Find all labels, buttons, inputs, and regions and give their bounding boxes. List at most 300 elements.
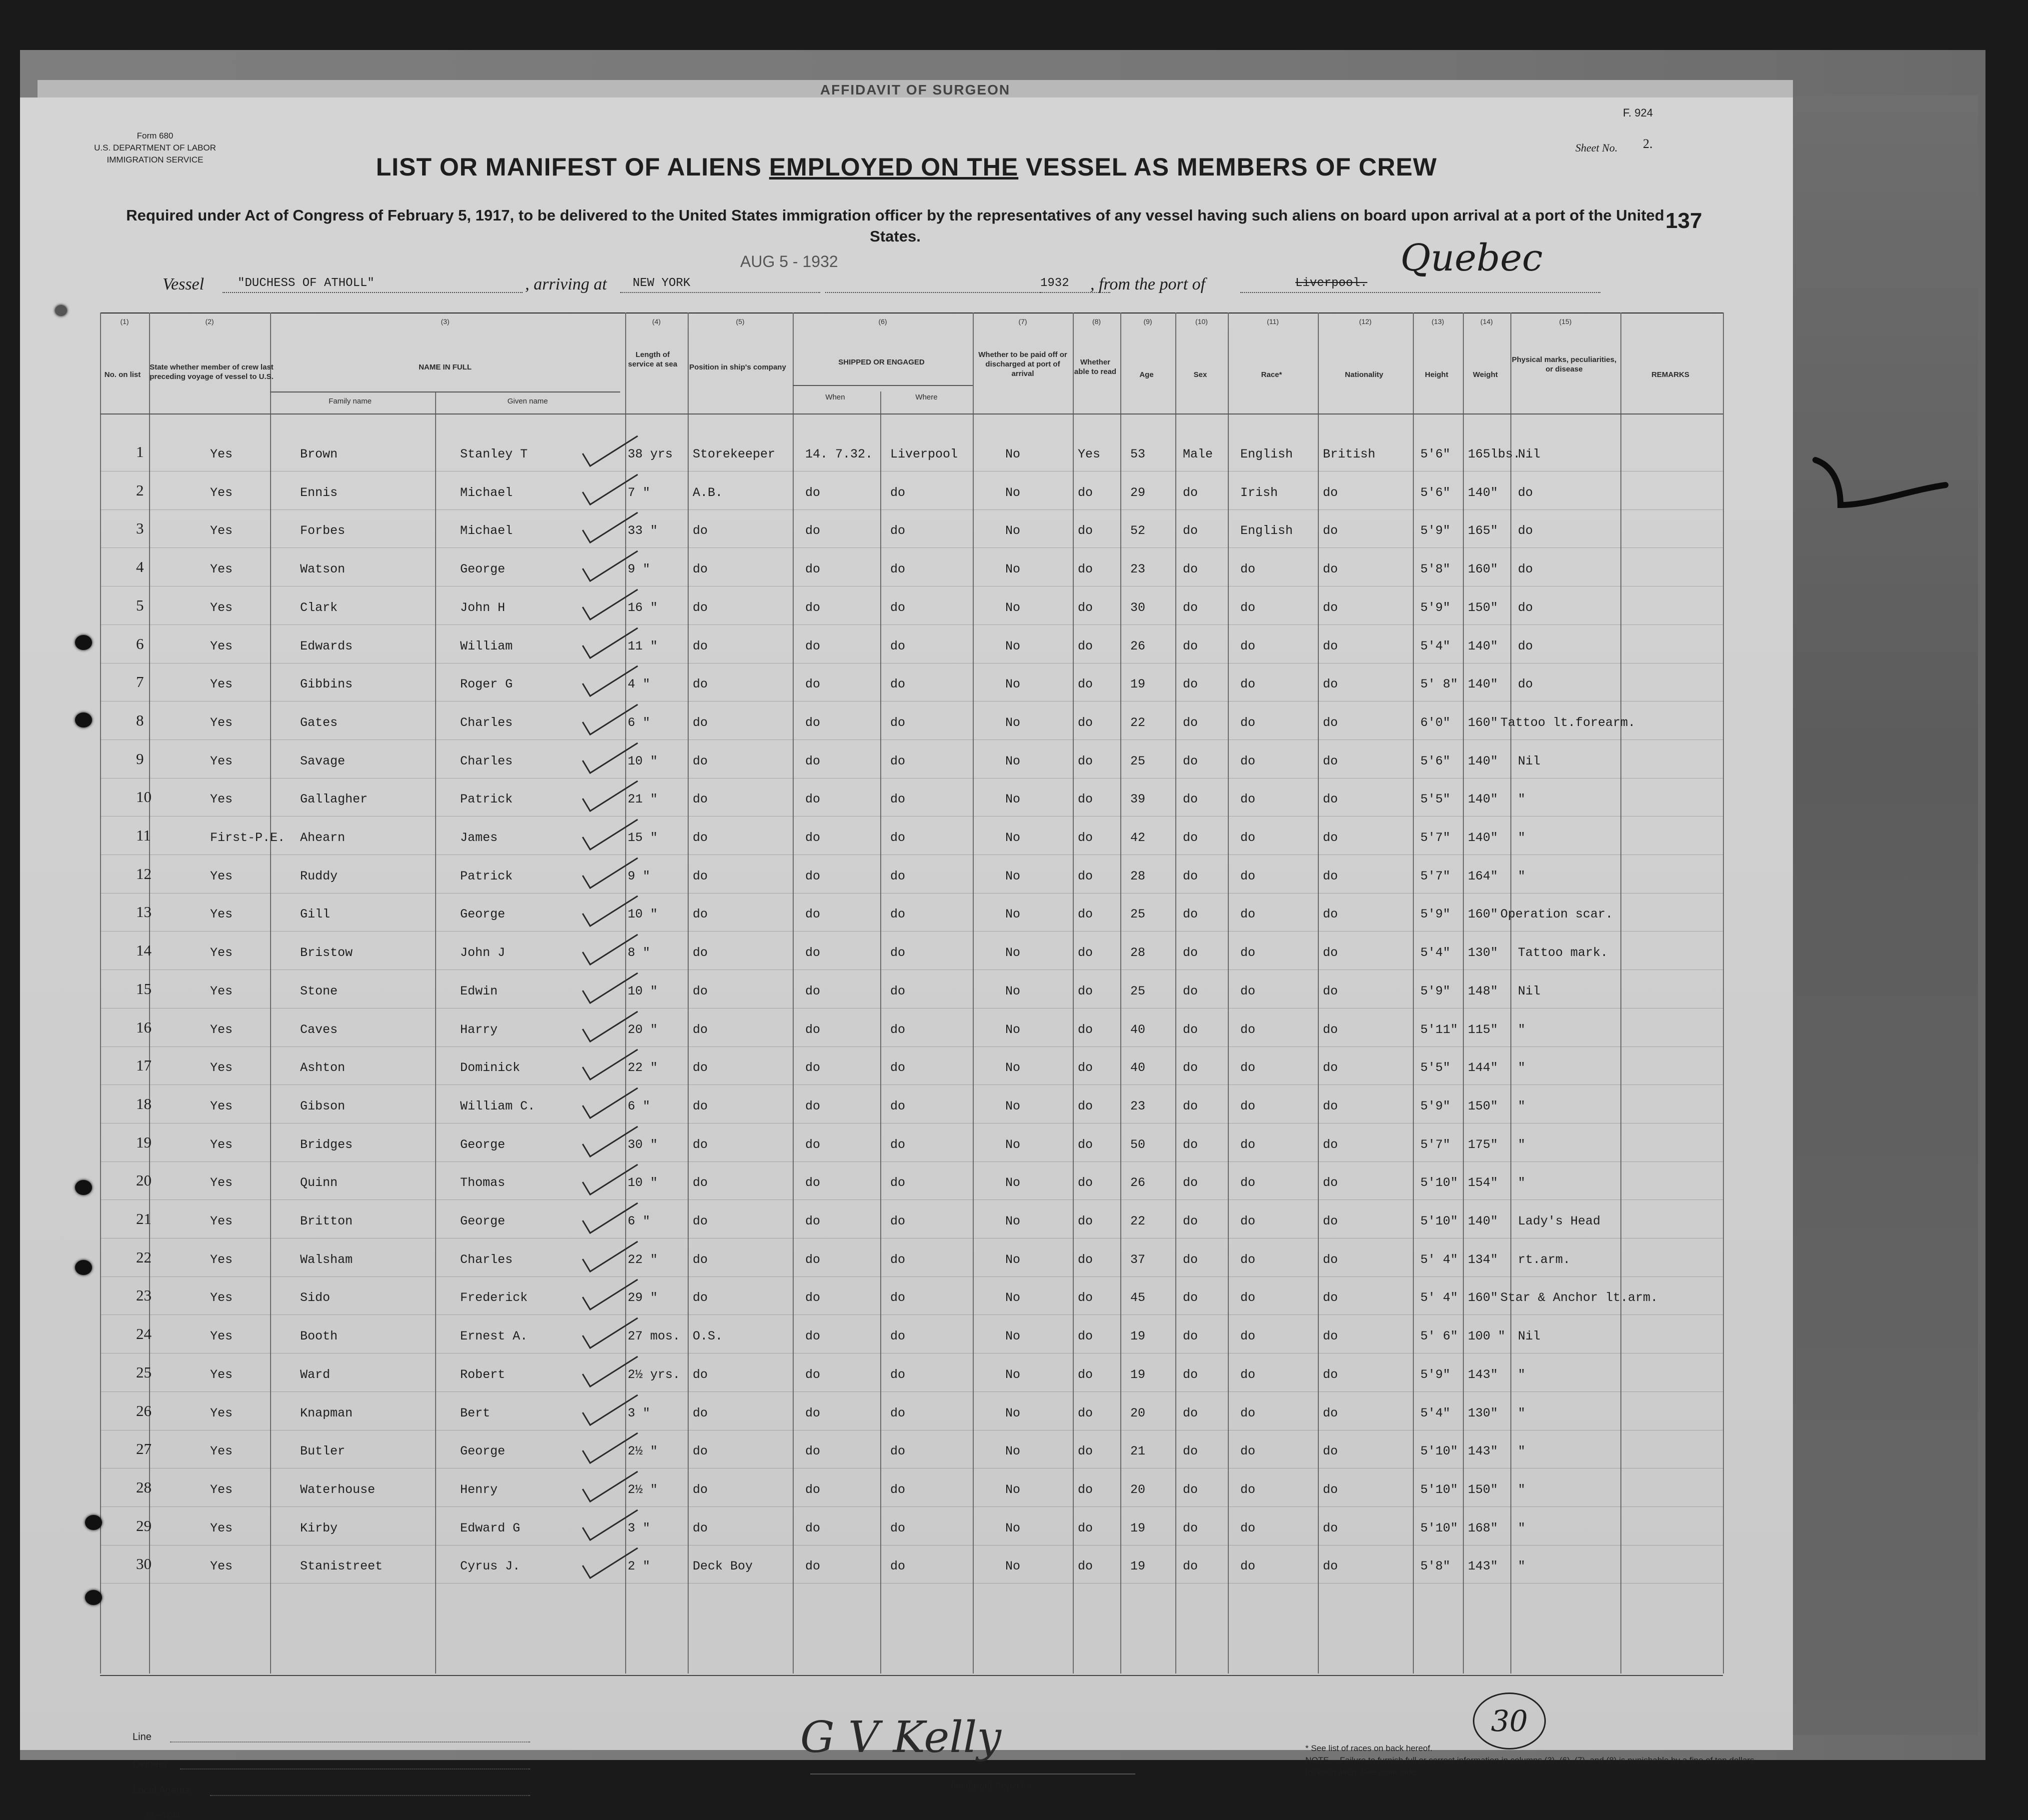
crew-member-status: Yes — [210, 600, 233, 615]
given-name: Patrick — [460, 868, 513, 884]
form-line: IMMIGRATION SERVICE — [107, 155, 204, 164]
length-of-service: 2½ " — [628, 1482, 658, 1497]
title-part: LIST OR MANIFEST OF ALIENS — [376, 153, 769, 181]
race: do — [1240, 677, 1256, 692]
table-row — [100, 1510, 1723, 1548]
header-sex: Sex — [1193, 370, 1207, 379]
nationality: do — [1323, 677, 1338, 692]
shipped-where: do — [890, 1406, 906, 1420]
age: 29 — [1130, 485, 1146, 500]
sex: do — [1183, 600, 1198, 615]
able-to-read: do — [1078, 830, 1093, 845]
from-port-label: , from the port of — [1090, 275, 1206, 294]
family-name: Butler — [300, 1444, 346, 1459]
row-number: 3 — [136, 520, 144, 538]
paid-off: No — [1005, 1290, 1021, 1306]
shipped-where: do — [890, 946, 906, 960]
inspector-signature: G V Kelly — [800, 1712, 1001, 1762]
nationality: do — [1323, 1367, 1338, 1382]
height: 5'7" — [1420, 868, 1451, 884]
length-of-service: 22 " — [628, 1060, 658, 1076]
shipped-where: do — [890, 715, 906, 730]
crew-member-status: Yes — [210, 1214, 233, 1228]
sex: do — [1183, 638, 1198, 654]
date-field — [825, 275, 1040, 293]
height: 6'0" — [1420, 715, 1451, 730]
title-part: VESSEL AS MEMBERS OF CREW — [1018, 153, 1437, 181]
paid-off: No — [1005, 1367, 1021, 1382]
nationality: British — [1323, 447, 1376, 462]
shipped-when: do — [805, 524, 821, 538]
row-rule — [100, 471, 1723, 472]
nationality: do — [1323, 1329, 1338, 1344]
sex: do — [1183, 1329, 1198, 1344]
nationality: do — [1323, 1214, 1338, 1228]
sex: do — [1183, 1060, 1198, 1076]
position: do — [693, 1290, 708, 1306]
shipped-when: do — [805, 715, 821, 730]
position: do — [693, 524, 708, 538]
physical-marks: " — [1518, 1444, 1526, 1459]
header-length-service: Length of service at sea — [628, 350, 678, 368]
shipped-when: do — [805, 1329, 821, 1344]
column-number: (12) — [1359, 318, 1372, 326]
given-name: Michael — [460, 524, 513, 538]
nationality: do — [1323, 1482, 1338, 1497]
backdrop-pen-mark — [1810, 450, 1950, 520]
physical-marks: " — [1518, 1176, 1526, 1190]
table-row — [100, 1318, 1723, 1356]
weight: 164" — [1468, 868, 1498, 884]
owners-field — [180, 1768, 530, 1770]
sex: do — [1183, 868, 1198, 884]
height: 5'5" — [1420, 1060, 1451, 1076]
age: 45 — [1130, 1290, 1146, 1306]
position: do — [693, 1444, 708, 1459]
form-number: F. 924 — [1623, 106, 1653, 119]
column-number: (13) — [1431, 318, 1444, 326]
race: do — [1240, 984, 1256, 998]
paid-off: No — [1005, 1482, 1021, 1497]
arriving-label: , arriving at — [525, 275, 607, 294]
table-row — [100, 512, 1723, 551]
shipped-where: do — [890, 524, 906, 538]
weight: 134" — [1468, 1252, 1498, 1267]
age: 26 — [1130, 638, 1146, 654]
family-name: Britton — [300, 1214, 353, 1228]
weight: 150" — [1468, 1098, 1498, 1114]
shipped-where: do — [890, 1252, 906, 1267]
weight: 140" — [1468, 638, 1498, 654]
age: 21 — [1130, 1444, 1146, 1459]
nationality: do — [1323, 715, 1338, 730]
crew-member-status: Yes — [210, 524, 233, 538]
header-age: Age — [1139, 370, 1154, 379]
given-name: William — [460, 638, 513, 654]
physical-marks: do — [1518, 600, 1533, 615]
given-name: Roger G — [460, 677, 513, 692]
nationality: do — [1323, 1137, 1338, 1152]
paid-off: No — [1005, 907, 1021, 922]
sex: do — [1183, 1176, 1198, 1190]
physical-marks: do — [1518, 677, 1533, 692]
inspector-label: Immigrant Inspector. — [950, 1780, 1034, 1791]
height: 5' 6" — [1420, 1329, 1458, 1344]
physical-marks: Nil — [1518, 447, 1541, 462]
punch-hole — [75, 635, 92, 650]
shipped-when: 14. 7.32. — [805, 447, 873, 462]
header-physical-marks: Physical marks, peculiarities, or disease — [1511, 356, 1617, 374]
paid-off: No — [1005, 1060, 1021, 1076]
shipped-where: do — [890, 830, 906, 845]
shipped-where: do — [890, 1520, 906, 1536]
length-of-service: 38 yrs — [628, 447, 673, 462]
shipped-where: do — [890, 1214, 906, 1228]
row-number: 26 — [136, 1402, 152, 1420]
weight: 140" — [1468, 792, 1498, 807]
physical-marks: " — [1518, 1060, 1526, 1076]
crew-member-status: Yes — [210, 715, 233, 730]
shipped-where: do — [890, 638, 906, 654]
crew-member-status: Yes — [210, 907, 233, 922]
shipped-when: do — [805, 1482, 821, 1497]
column-number: (3) — [441, 318, 450, 326]
row-number: 20 — [136, 1172, 152, 1190]
crew-member-status: Yes — [210, 792, 233, 807]
shipped-when: do — [805, 1252, 821, 1267]
position: do — [693, 1098, 708, 1114]
age: 28 — [1130, 946, 1146, 960]
row-rule — [100, 1276, 1723, 1277]
paid-off: No — [1005, 715, 1021, 730]
weight: 160" — [1468, 1290, 1498, 1306]
given-name: Robert — [460, 1367, 506, 1382]
shipped-where: do — [890, 562, 906, 577]
given-name: John J — [460, 946, 506, 960]
paid-off: No — [1005, 1022, 1021, 1037]
age: 19 — [1130, 1559, 1146, 1574]
table-row — [100, 781, 1723, 820]
punch-hole — [75, 1180, 92, 1195]
weight: 160" — [1468, 715, 1498, 730]
weight: 165" — [1468, 524, 1498, 538]
table-row — [100, 1356, 1723, 1395]
able-to-read: do — [1078, 868, 1093, 884]
shipped-when: do — [805, 600, 821, 615]
physical-marks: " — [1518, 830, 1526, 845]
port-struck: Liverpool. — [1295, 276, 1368, 290]
header-shipped-engaged: SHIPPED OR ENGAGED — [838, 358, 925, 366]
family-name: Gill — [300, 907, 331, 922]
height: 5'7" — [1420, 1137, 1451, 1152]
sex: do — [1183, 1444, 1198, 1459]
header-name-in-full: NAME IN FULL — [419, 363, 472, 372]
physical-marks: " — [1518, 1559, 1526, 1574]
length-of-service: 33 " — [628, 524, 658, 538]
nationality: do — [1323, 524, 1338, 538]
arriving-at: NEW YORK — [633, 276, 691, 290]
paid-off: No — [1005, 754, 1021, 768]
row-number: 21 — [136, 1210, 152, 1228]
shipped-when: do — [805, 1137, 821, 1152]
nationality: do — [1323, 1290, 1338, 1306]
family-name: Kirby — [300, 1520, 338, 1536]
race: do — [1240, 1444, 1256, 1459]
weight: 144" — [1468, 1060, 1498, 1076]
title-part-underlined: EMPLOYED ON THE — [769, 153, 1019, 181]
race: do — [1240, 946, 1256, 960]
crew-member-status: Yes — [210, 1482, 233, 1497]
able-to-read: do — [1078, 677, 1093, 692]
position: A.B. — [693, 485, 723, 500]
nationality: do — [1323, 1252, 1338, 1267]
race: do — [1240, 1176, 1256, 1190]
table-row — [100, 704, 1723, 743]
shipped-when: do — [805, 1060, 821, 1076]
given-name: Edward G — [460, 1520, 521, 1536]
physical-marks: " — [1518, 1022, 1526, 1037]
nationality: do — [1323, 946, 1338, 960]
footnote — [1305, 1742, 1755, 1778]
paid-off: No — [1005, 1098, 1021, 1114]
shipped-where: do — [890, 1098, 906, 1114]
crew-member-status: Yes — [210, 638, 233, 654]
table-row — [100, 666, 1723, 704]
shipped-where: do — [890, 485, 906, 500]
shipped-when: do — [805, 1022, 821, 1037]
age: 23 — [1130, 562, 1146, 577]
row-rule — [100, 1545, 1723, 1546]
table-row — [100, 1472, 1723, 1510]
sex: do — [1183, 1559, 1198, 1574]
family-name: Bridges — [300, 1137, 353, 1152]
table-row — [100, 1088, 1723, 1126]
family-name: Gibbins — [300, 677, 353, 692]
row-rule — [100, 1123, 1723, 1124]
family-name: Waterhouse — [300, 1482, 376, 1497]
length-of-service: 7 " — [628, 485, 651, 500]
paid-off: No — [1005, 1176, 1021, 1190]
header-state-member: State whether member of crew last preceding voyage of vessel to U.S. — [150, 363, 274, 381]
age: 39 — [1130, 792, 1146, 807]
age: 20 — [1130, 1482, 1146, 1497]
crew-member-status: Yes — [210, 1329, 233, 1344]
shipped-where: do — [890, 907, 906, 922]
physical-marks: " — [1518, 1406, 1526, 1420]
position: do — [693, 715, 708, 730]
row-number: 10 — [136, 788, 152, 806]
table-row — [100, 934, 1723, 973]
given-name: Michael — [460, 485, 513, 500]
given-name: Dominick — [460, 1060, 521, 1076]
given-name: Stanley T — [460, 447, 528, 462]
table-row — [100, 1126, 1723, 1165]
row-rule — [100, 624, 1723, 625]
paid-off: No — [1005, 792, 1021, 807]
sex: do — [1183, 1137, 1198, 1152]
shipped-where: do — [890, 1559, 906, 1574]
shipped-when: do — [805, 677, 821, 692]
shipped-where: do — [890, 1022, 906, 1037]
age: 50 — [1130, 1137, 1146, 1152]
vessel-name-field — [223, 275, 523, 293]
table-row — [100, 1433, 1723, 1472]
length-of-service: 10 " — [628, 984, 658, 998]
physical-marks: do — [1518, 524, 1533, 538]
position: O.S. — [693, 1329, 723, 1344]
able-to-read: do — [1078, 1520, 1093, 1536]
height: 5' 4" — [1420, 1290, 1458, 1306]
race: do — [1240, 600, 1256, 615]
row-rule — [100, 893, 1723, 894]
vessel-name: "DUCHESS OF ATHOLL" — [238, 276, 375, 290]
physical-marks: Lady's Head — [1518, 1214, 1601, 1228]
crew-member-status: Yes — [210, 1520, 233, 1536]
age: 25 — [1130, 984, 1146, 998]
able-to-read: do — [1078, 1329, 1093, 1344]
height: 5'10" — [1420, 1214, 1458, 1228]
table-row — [100, 1012, 1723, 1050]
row-rule — [100, 1353, 1723, 1354]
page-number: 137 — [1665, 208, 1702, 233]
family-name: Sido — [300, 1290, 331, 1306]
column-number: (2) — [205, 318, 214, 326]
shipped-when: do — [805, 1176, 821, 1190]
age: 37 — [1130, 1252, 1146, 1267]
age: 19 — [1130, 1367, 1146, 1382]
paid-off: No — [1005, 524, 1021, 538]
sex: do — [1183, 1367, 1198, 1382]
sex: do — [1183, 907, 1198, 922]
able-to-read: do — [1078, 1022, 1093, 1037]
nationality: do — [1323, 792, 1338, 807]
nationality: do — [1323, 984, 1338, 998]
nationality: do — [1323, 1060, 1338, 1076]
age: 19 — [1130, 1520, 1146, 1536]
race: do — [1240, 1252, 1256, 1267]
column-number: (11) — [1267, 318, 1279, 326]
shipped-when: do — [805, 1559, 821, 1574]
age: 19 — [1130, 1329, 1146, 1344]
sex: Male — [1183, 447, 1213, 462]
age: 40 — [1130, 1060, 1146, 1076]
crew-member-status: Yes — [210, 1022, 233, 1037]
shipped-when: do — [805, 638, 821, 654]
nationality: do — [1323, 638, 1338, 654]
weight: 154" — [1468, 1176, 1498, 1190]
position: do — [693, 1520, 708, 1536]
length-of-service: 4 " — [628, 677, 651, 692]
race: do — [1240, 1329, 1256, 1344]
crew-member-status: Yes — [210, 1137, 233, 1152]
height: 5'9" — [1420, 1098, 1451, 1114]
crew-member-status: Yes — [210, 485, 233, 500]
weight: 130" — [1468, 946, 1498, 960]
race: English — [1240, 447, 1293, 462]
shipped-when: do — [805, 946, 821, 960]
physical-marks: " — [1518, 868, 1526, 884]
footnote-races: * See list of races on back hereof. — [1305, 1744, 1433, 1753]
table-row — [100, 1203, 1723, 1242]
length-of-service: 9 " — [628, 562, 651, 577]
row-number: 8 — [136, 711, 144, 729]
age: 30 — [1130, 600, 1146, 615]
height: 5'10" — [1420, 1482, 1458, 1497]
height: 5'10" — [1420, 1444, 1458, 1459]
total-count: 30 — [1473, 1692, 1546, 1750]
age: 53 — [1130, 447, 1146, 462]
length-of-service: 11 " — [628, 638, 658, 654]
race: Irish — [1240, 485, 1278, 500]
port-handwritten: Quebec — [1400, 236, 1543, 280]
sex: do — [1183, 1482, 1198, 1497]
age: 23 — [1130, 1098, 1146, 1114]
race: do — [1240, 868, 1256, 884]
punch-hole — [55, 305, 67, 316]
line-label: Line — [133, 1732, 152, 1742]
shipped-when: do — [805, 1406, 821, 1420]
length-of-service: 6 " — [628, 1214, 651, 1228]
given-name: Edwin — [460, 984, 498, 998]
paid-off: No — [1005, 562, 1021, 577]
position: do — [693, 638, 708, 654]
physical-marks: Nil — [1518, 754, 1541, 768]
punch-hole — [75, 1260, 92, 1275]
shipped-where: do — [890, 1329, 906, 1344]
shipped-when: do — [805, 868, 821, 884]
sex: do — [1183, 1214, 1198, 1228]
crew-member-status: Yes — [210, 984, 233, 998]
shipped-where: do — [890, 677, 906, 692]
given-name: Bert — [460, 1406, 491, 1420]
nationality: do — [1323, 1444, 1338, 1459]
given-name: Harry — [460, 1022, 498, 1037]
row-number: 1 — [136, 443, 144, 460]
height: 5'9" — [1420, 524, 1451, 538]
nationality: do — [1323, 562, 1338, 577]
paid-off: No — [1005, 1406, 1021, 1420]
header-subrule — [793, 385, 973, 386]
sex: do — [1183, 754, 1198, 768]
shipped-where: do — [890, 754, 906, 768]
column-number: (8) — [1092, 318, 1101, 326]
age: 25 — [1130, 754, 1146, 768]
given-name: William C. — [460, 1098, 536, 1114]
sex: do — [1183, 1290, 1198, 1306]
row-number: 30 — [136, 1555, 152, 1573]
row-number: 22 — [136, 1248, 152, 1266]
row-number: 27 — [136, 1440, 152, 1458]
owners-label: Owners — [133, 1758, 167, 1770]
nationality: do — [1323, 907, 1338, 922]
table-row — [100, 590, 1723, 628]
crew-member-status: Yes — [210, 1444, 233, 1459]
row-rule — [100, 1506, 1723, 1507]
shipped-when: do — [805, 1367, 821, 1382]
height: 5'9" — [1420, 1367, 1451, 1382]
height: 5'4" — [1420, 1406, 1451, 1420]
family-name: Walsham — [300, 1252, 353, 1267]
position: do — [693, 792, 708, 807]
physical-marks: Operation scar. — [1500, 907, 1613, 922]
able-to-read: do — [1078, 946, 1093, 960]
paid-off: No — [1005, 1137, 1021, 1152]
nationality: do — [1323, 754, 1338, 768]
height: 5'9" — [1420, 600, 1451, 615]
physical-marks: Nil — [1518, 984, 1541, 998]
nationality: do — [1323, 1022, 1338, 1037]
race: do — [1240, 907, 1256, 922]
